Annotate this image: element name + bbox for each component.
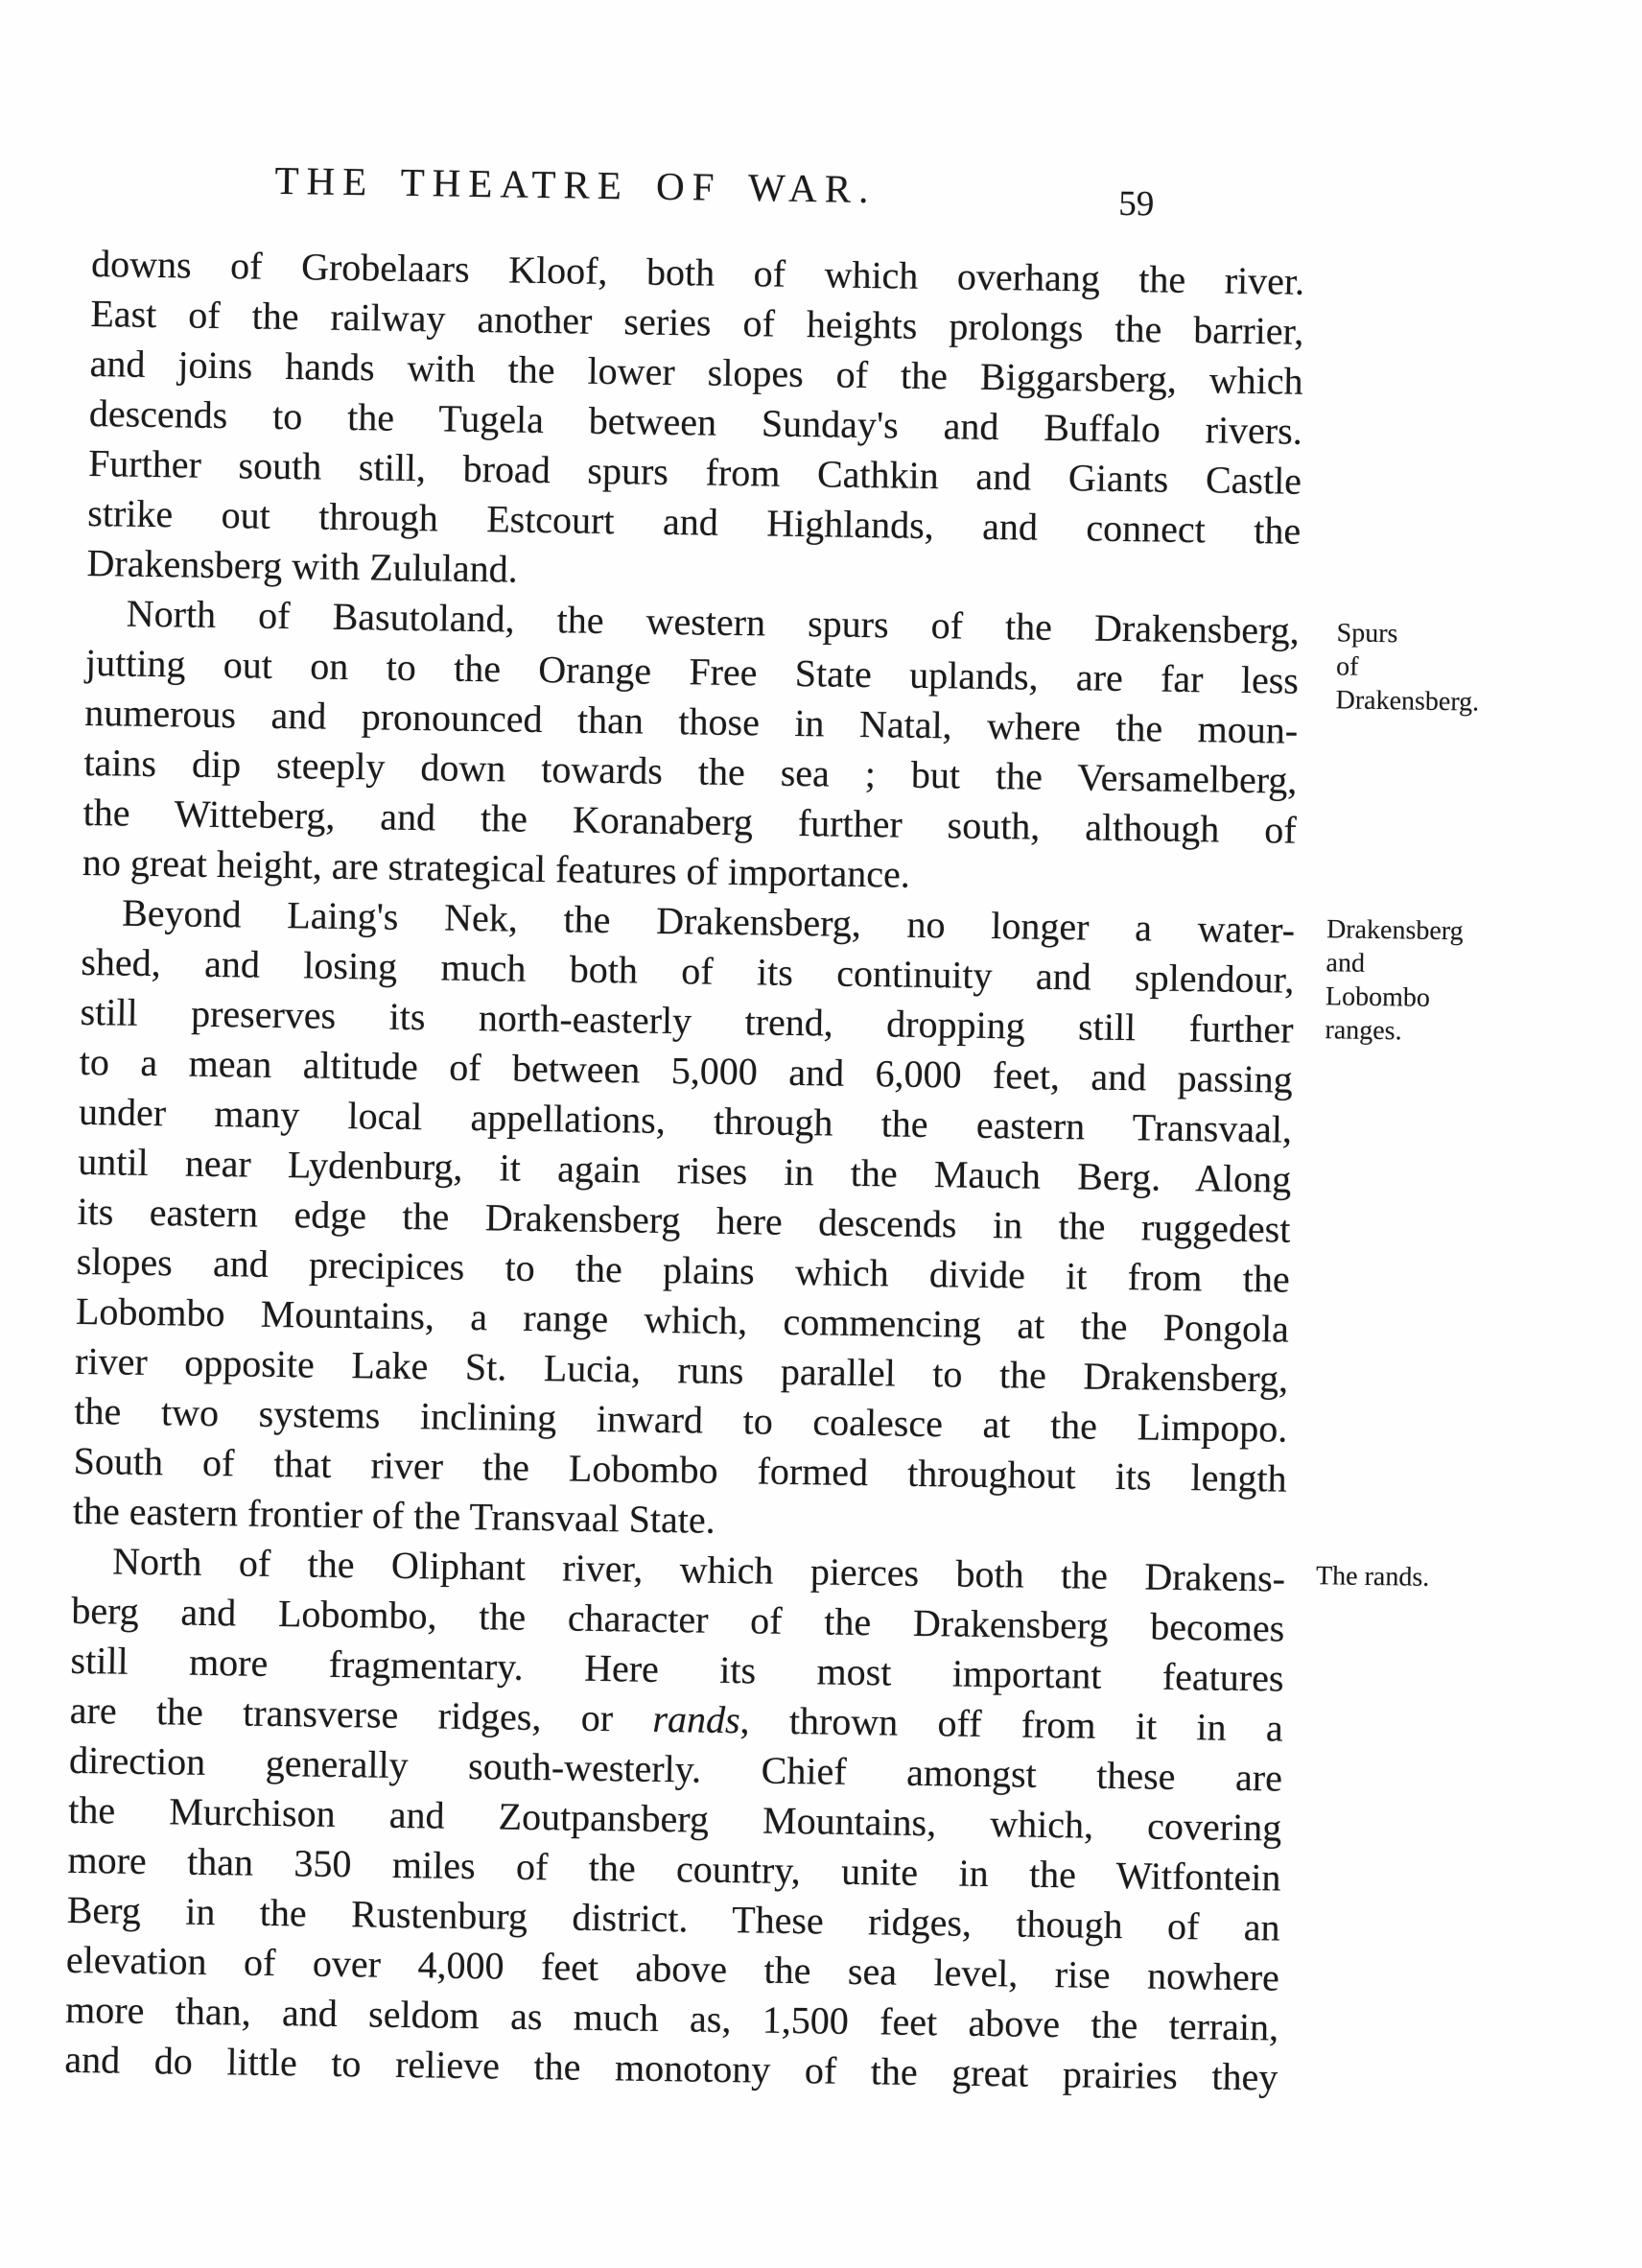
text-line: river opposite Lake St. Lucia, runs parallel to the Drakensberg, <box>74 1338 1289 1401</box>
text-line: Further south still, broad spurs from Cathkin and Giants Castle <box>87 440 1302 503</box>
text-line: Berg in the Rustenburg district. These ridges, though of an <box>66 1887 1280 1949</box>
paragraph-3 <box>73 887 1296 1554</box>
margin-note-line: Drakensberg. <box>1335 685 1480 718</box>
page-content <box>64 149 1480 2099</box>
text-line: its eastern edge the Drakensberg here descends in the ruggedest <box>77 1189 1291 1251</box>
paragraph-1 <box>86 239 1304 606</box>
text-line: strike out through Estcourt and Highlands, and connect the <box>87 490 1302 553</box>
text-line: still preserves its north-easterly trend, dropping still further <box>80 989 1294 1051</box>
text-line: direction generally south-westerly. Chief amongst these are <box>68 1737 1283 1800</box>
text-line: no great height, are strategical features of importance. <box>82 839 911 896</box>
text-line: and joins hands with the lower slopes of the Biggarsberg, which <box>89 342 1303 403</box>
paragraph-4 <box>64 1536 1285 2103</box>
text-line: under many local appellations, through the eastern Transvaal, <box>78 1089 1293 1151</box>
text-line: East of the railway another series of heights prolongs the barrier, <box>90 292 1304 353</box>
text-line: the two systems inclining inward to coalesce at the Limpopo. <box>74 1388 1288 1451</box>
margin-note-line: of <box>1335 651 1359 682</box>
margin-note-line: and <box>1325 948 1366 979</box>
text-line: Drakensberg with Zululand. <box>86 540 519 591</box>
text-line: slopes and precipices to the plains which divide it from the <box>76 1239 1290 1301</box>
text-line: North of the Oliphant river, which pierces both the Drakens- <box>111 1539 1286 1600</box>
margin-note-spurs-of-drakensberg <box>1335 616 1625 721</box>
running-header-title: THE THEATRE OF WAR. <box>274 157 877 212</box>
text-line: still more fragmentary. Here its most important features <box>70 1638 1284 1700</box>
text-segment: are the transverse ridges, or <box>69 1688 653 1740</box>
margin-note-line: Drakensberg <box>1325 914 1464 947</box>
margin-note-the-rands <box>1316 1559 1604 1596</box>
text-line: shed, and losing much both of its continuity and splendour, <box>81 939 1295 1002</box>
text-line: the Murchison and Zoutpansberg Mountains, which, covering <box>67 1787 1282 1850</box>
text-line: to a mean altitude of between 5,000 and 6,000 feet, and passing <box>79 1039 1294 1101</box>
text-line: numerous and pronounced than those in Natal, where the moun- <box>83 690 1299 752</box>
text-line: and do little to relieve the monotony of the great prairies they <box>64 2037 1278 2099</box>
text-line: until near Lydenburg, it again rises in the Mauch Berg. Along <box>78 1139 1292 1201</box>
margin-note-drakensberg-lobombo-ranges <box>1325 912 1614 1051</box>
text-line: the Witteberg, and the Koranaberg further south, although of <box>82 790 1297 852</box>
text-line: Beyond Laing's Nek, the Drakensberg, no longer a water- <box>121 890 1296 952</box>
text-line: more than 350 miles of the country, unite in the Witfontein <box>67 1837 1281 1900</box>
text-line: South of that river the Lobombo formed throughout its length <box>73 1438 1287 1500</box>
text-line: Lobombo Mountains, a range which, commencing at the Pongola <box>75 1288 1290 1351</box>
text-line: jutting out on to the Orange Free State uplands, are far less <box>84 640 1300 702</box>
margin-note-line: Lobombo <box>1325 981 1431 1013</box>
text-line: the eastern frontier of the Transvaal State. <box>72 1488 716 1542</box>
paragraph-2 <box>82 588 1300 906</box>
text-line: more than, and seldom as much as, 1,500 feet above the terrain, <box>64 1987 1279 2049</box>
text-line: North of Basutoland, the western spurs of the Drakensberg, <box>126 591 1301 652</box>
page-number: 59 <box>1117 183 1155 224</box>
margin-note-line: Spurs <box>1336 618 1398 650</box>
text-segment: , thrown off from it in a <box>739 1698 1284 1750</box>
text-line: berg and Lobombo, the character of the Drakensberg becomes <box>71 1588 1285 1650</box>
text-line: elevation of over 4,000 feet above the sea level, rise nowhere <box>65 1937 1280 1999</box>
italic-word-rands: rands <box>652 1696 740 1742</box>
body-text-block <box>64 239 1304 2103</box>
margin-note-line: The rands. <box>1315 1561 1430 1593</box>
margin-note-line: ranges. <box>1325 1015 1402 1047</box>
text-line: downs of Grobelaars Kloof, both of which overhang the river. <box>90 242 1305 303</box>
text-line: tains dip steeply down towards the sea ; but the Versamelberg, <box>83 740 1298 802</box>
text-line: descends to the Tugela between Sunday's and Buffalo rivers. <box>88 391 1303 453</box>
